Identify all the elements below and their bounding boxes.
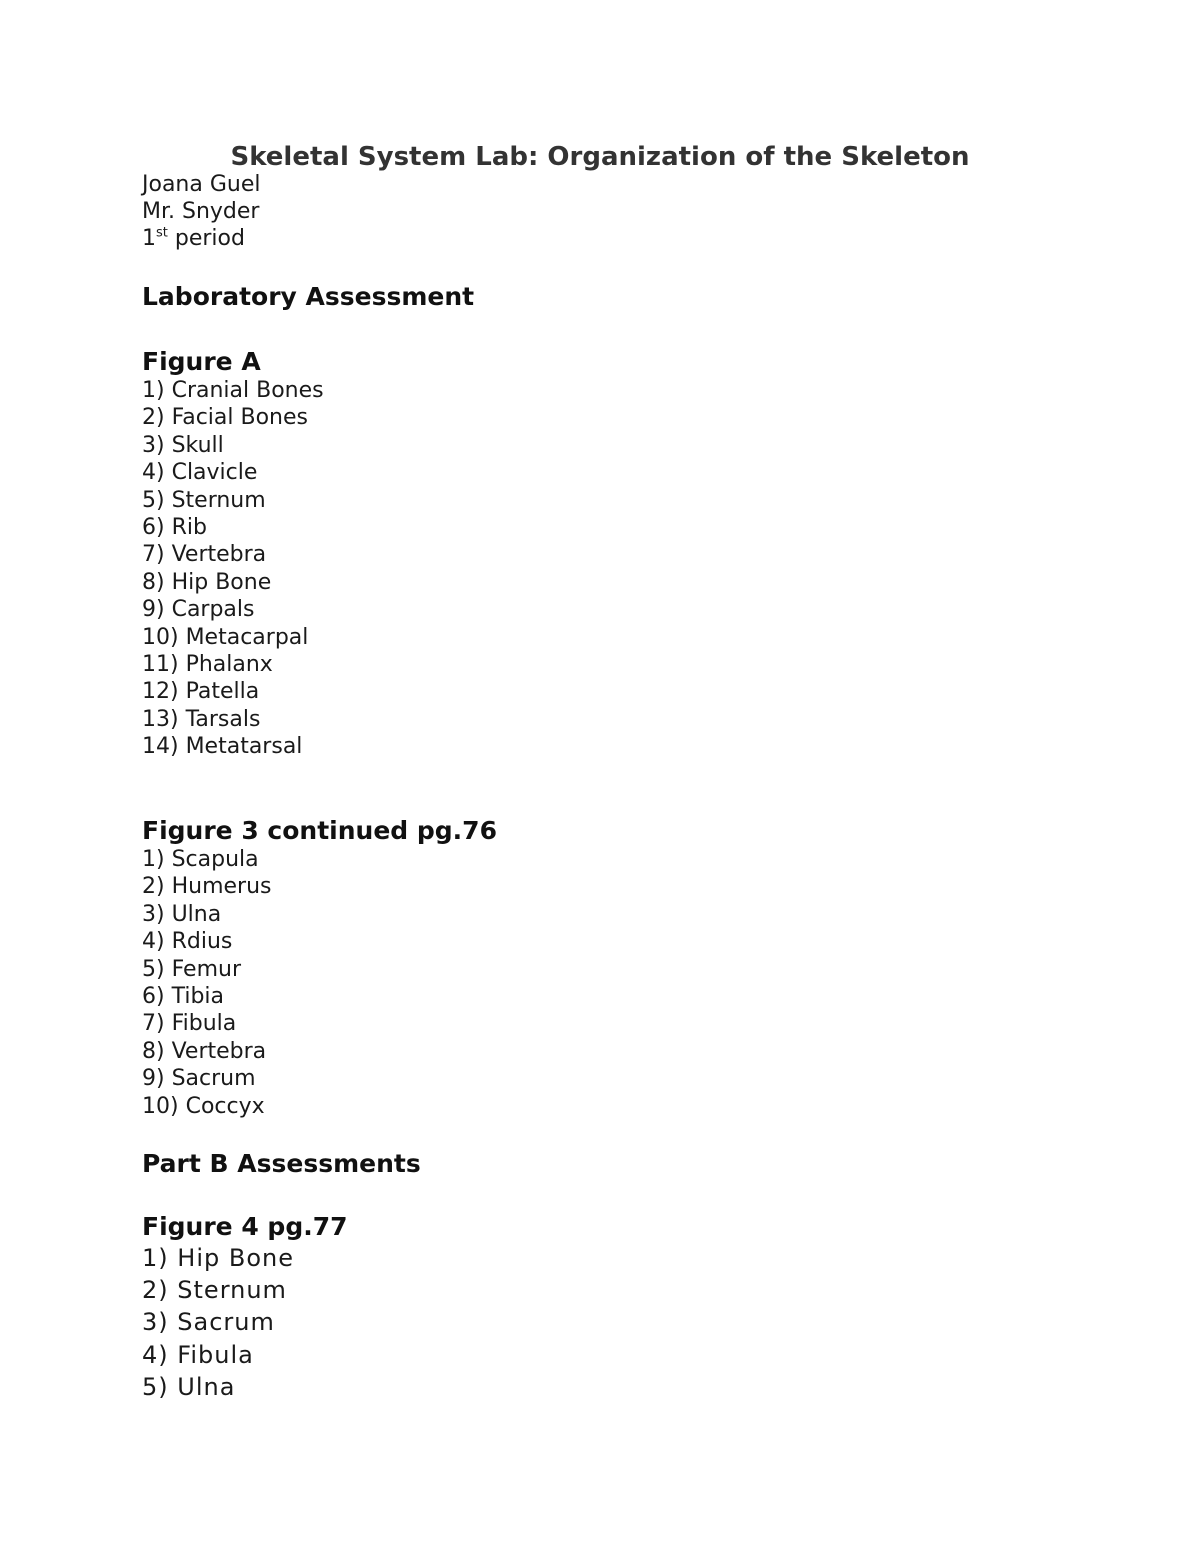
list-item bbox=[142, 956, 1042, 983]
list-item bbox=[142, 1038, 1042, 1065]
list-item-number: 3 ) bbox=[142, 1308, 177, 1336]
list-item-number: 4 ) bbox=[142, 929, 172, 954]
list-item bbox=[142, 873, 1042, 900]
list-item bbox=[142, 1339, 1042, 1371]
list-item-text: Fibula bbox=[171, 1011, 237, 1037]
list-item-text: Tibia bbox=[171, 984, 225, 1010]
list-item bbox=[142, 624, 1042, 651]
list-item-number: 1 ) bbox=[142, 1244, 177, 1272]
figure-4-list bbox=[142, 1242, 1042, 1403]
period-number: 1 bbox=[142, 226, 156, 251]
list-item-number: 2 ) bbox=[142, 405, 172, 430]
list-item-text: Facial Bones bbox=[171, 405, 308, 431]
period-suffix: st bbox=[156, 225, 168, 241]
list-item-text: Sternum bbox=[171, 487, 266, 513]
list-item-text: Hip Bone bbox=[171, 569, 272, 595]
student-name: Joana Guel bbox=[142, 172, 261, 197]
list-item bbox=[142, 651, 1042, 678]
period-word: period bbox=[167, 226, 245, 251]
figure-a-heading: Figure A bbox=[142, 347, 261, 376]
list-item bbox=[142, 487, 1042, 514]
list-item-text: Sternum bbox=[177, 1276, 287, 1305]
list-item bbox=[142, 1093, 1042, 1120]
list-item-number: 4 ) bbox=[142, 1341, 177, 1369]
figure-3-list bbox=[142, 846, 1042, 1120]
list-item-number: 6 ) bbox=[142, 984, 172, 1009]
list-item-text: Vertebra bbox=[171, 1038, 267, 1064]
list-item-text: Metacarpal bbox=[185, 624, 309, 650]
figure-3-section bbox=[142, 816, 1042, 1120]
list-item bbox=[142, 1242, 1042, 1274]
list-item bbox=[142, 983, 1042, 1010]
list-item-text: Rdius bbox=[171, 929, 233, 955]
list-item-text: Hip Bone bbox=[177, 1244, 294, 1272]
list-item-text: Scapula bbox=[171, 847, 259, 872]
list-item bbox=[142, 1306, 1042, 1338]
list-item bbox=[142, 377, 1042, 404]
list-item-number: 5 ) bbox=[142, 488, 172, 513]
list-item-text: Patella bbox=[185, 679, 260, 705]
list-item-number: 10 ) bbox=[142, 1094, 186, 1119]
list-item-text: Phalanx bbox=[185, 652, 273, 678]
part-b-heading: Part B Assessments bbox=[142, 1149, 421, 1178]
list-item bbox=[142, 541, 1042, 568]
list-item-number: 10 ) bbox=[142, 625, 186, 650]
list-item bbox=[142, 1065, 1042, 1092]
list-item-number: 2 ) bbox=[142, 1276, 177, 1304]
list-item-text: Tarsals bbox=[185, 706, 261, 732]
list-item bbox=[142, 596, 1042, 623]
list-item-text: Cranial Bones bbox=[171, 378, 324, 403]
student-info bbox=[142, 171, 1042, 252]
list-item-text: Sacrum bbox=[177, 1308, 275, 1337]
lab-assessment-heading: Laboratory Assessment bbox=[142, 282, 475, 311]
list-item-text: Carpals bbox=[171, 597, 255, 623]
list-item bbox=[142, 901, 1042, 928]
list-item-text: Femur bbox=[171, 956, 241, 982]
list-item-number: 8 ) bbox=[142, 1039, 172, 1064]
list-item bbox=[142, 459, 1042, 486]
list-item-text: Sacrum bbox=[171, 1066, 256, 1092]
list-item bbox=[142, 678, 1042, 705]
figure-a-list bbox=[142, 377, 1042, 761]
class-period bbox=[142, 225, 1042, 252]
list-item-text: Humerus bbox=[171, 874, 272, 900]
list-item bbox=[142, 706, 1042, 733]
figure-4-section bbox=[142, 1212, 1042, 1403]
list-item-number: 1 ) bbox=[142, 847, 172, 872]
list-item bbox=[142, 1274, 1042, 1306]
list-item-number: 1 ) bbox=[142, 378, 172, 403]
list-item-number: 12 ) bbox=[142, 679, 186, 704]
list-item-text: Metatarsal bbox=[185, 734, 303, 760]
list-item-text: Ulna bbox=[171, 901, 222, 927]
list-item-text: Clavicle bbox=[171, 460, 258, 486]
list-item-number: 11 ) bbox=[142, 652, 186, 677]
lab-assessment-section bbox=[142, 282, 1042, 312]
list-item-text: Vertebra bbox=[171, 542, 267, 568]
teacher-name: Mr. Snyder bbox=[142, 199, 260, 224]
list-item bbox=[142, 928, 1042, 955]
figure-4-heading: Figure 4 pg.77 bbox=[142, 1212, 348, 1241]
list-item-number: 9 ) bbox=[142, 1066, 172, 1091]
part-b-section bbox=[142, 1149, 1042, 1179]
list-item-number: 13 ) bbox=[142, 707, 186, 732]
list-item-text: Ulna bbox=[177, 1372, 236, 1401]
list-item-number: 9 ) bbox=[142, 597, 172, 622]
list-item-number: 14 ) bbox=[142, 734, 186, 759]
list-item-number: 5 ) bbox=[142, 1373, 177, 1401]
figure-a-section bbox=[142, 347, 1042, 761]
document-title: Skeletal System Lab: Organization of the Skeleton bbox=[230, 142, 970, 172]
list-item bbox=[142, 432, 1042, 459]
figure-3-heading: Figure 3 continued pg.76 bbox=[142, 816, 497, 845]
list-item bbox=[142, 846, 1042, 873]
list-item-number: 7 ) bbox=[142, 1011, 172, 1036]
list-item bbox=[142, 404, 1042, 431]
list-item-number: 2 ) bbox=[142, 874, 172, 899]
list-item-text: Fibula bbox=[177, 1340, 254, 1369]
list-item-number: 3 ) bbox=[142, 433, 172, 458]
list-item-number: 7 ) bbox=[142, 542, 172, 567]
list-item-text: Rib bbox=[171, 515, 207, 541]
list-item bbox=[142, 1010, 1042, 1037]
list-item bbox=[142, 1371, 1042, 1403]
list-item-number: 5 ) bbox=[142, 957, 172, 982]
list-item-number: 8 ) bbox=[142, 570, 172, 595]
list-item bbox=[142, 569, 1042, 596]
list-item-text: Coccyx bbox=[185, 1093, 265, 1119]
list-item bbox=[142, 514, 1042, 541]
list-item-number: 6 ) bbox=[142, 515, 172, 540]
list-item-text: Skull bbox=[171, 432, 224, 458]
list-item bbox=[142, 733, 1042, 760]
list-item-number: 4 ) bbox=[142, 460, 172, 485]
list-item-number: 3 ) bbox=[142, 902, 172, 927]
